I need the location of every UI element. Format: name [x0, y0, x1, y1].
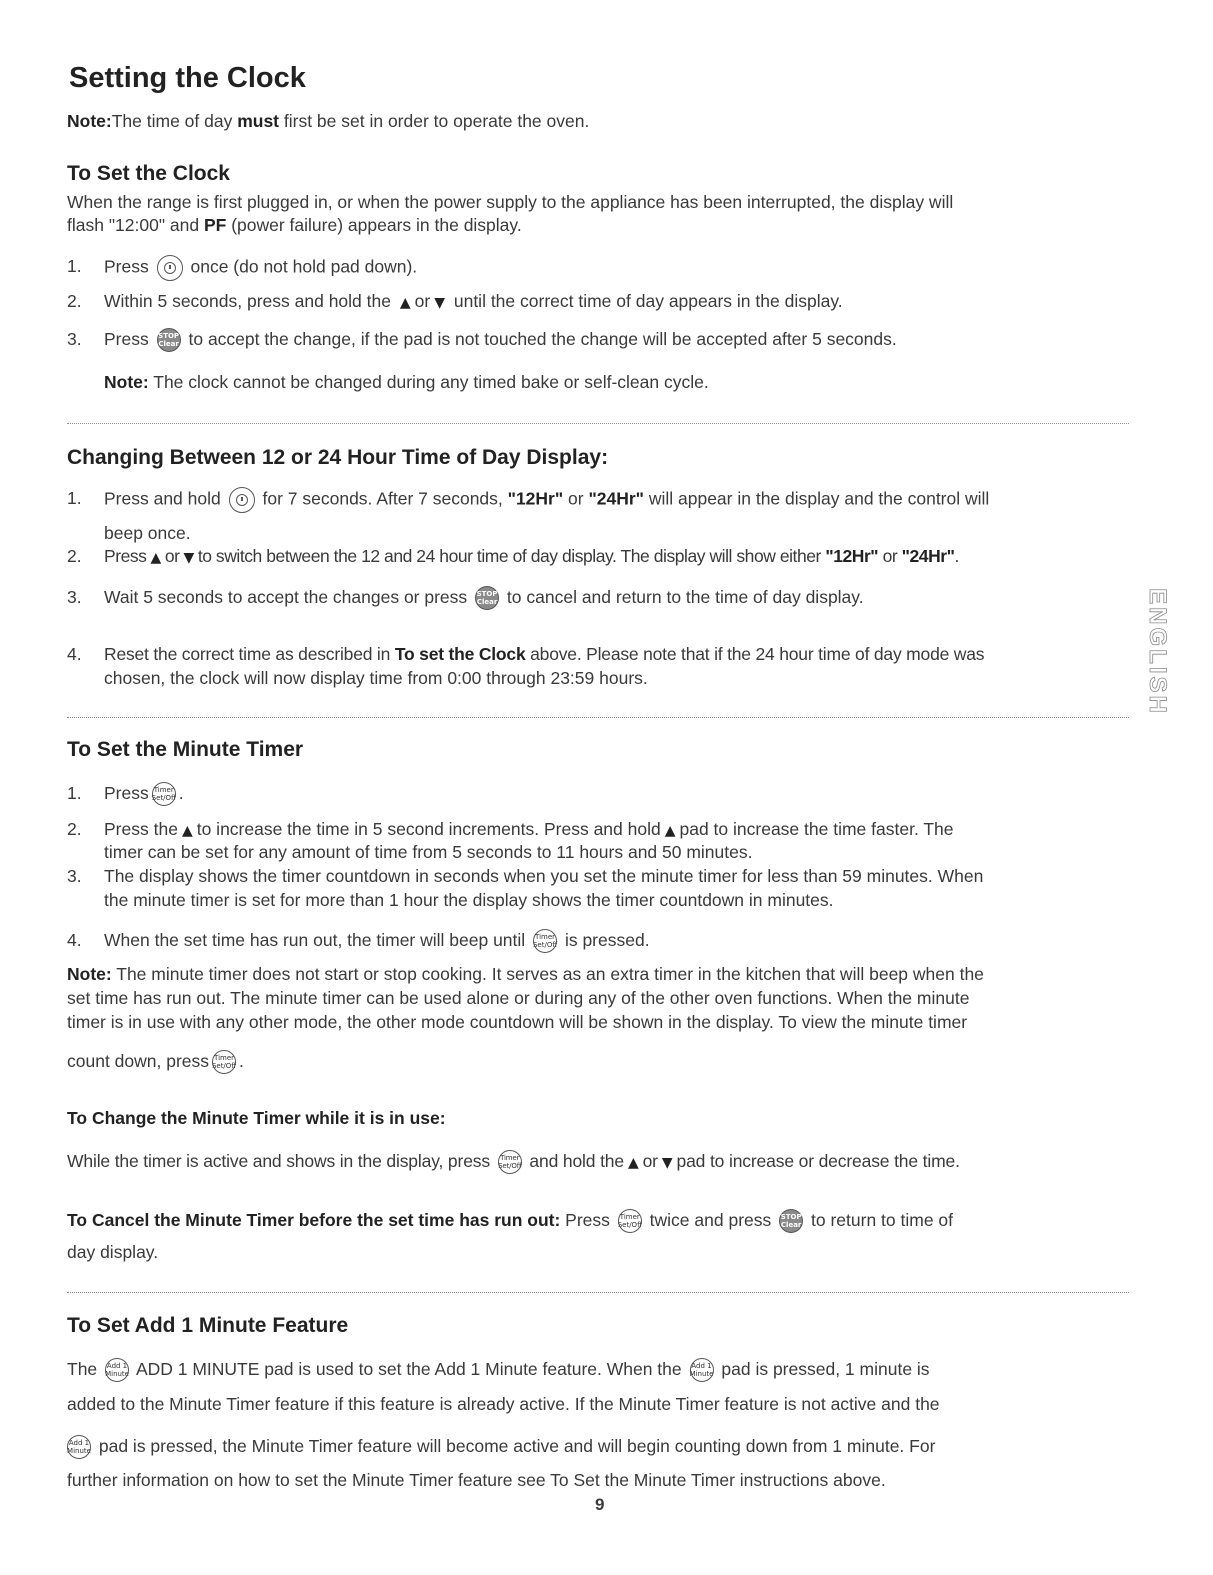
timer-step2-cont: timer can be set for any amount of time from 5 seconds to 11 hours and 50 minutes. — [104, 842, 753, 862]
page-title: Setting the Clock — [69, 62, 306, 94]
timer-setoff-pad-icon: Timer Set/Off — [618, 1209, 642, 1233]
step-number: 2. — [67, 291, 82, 311]
section-divider — [67, 423, 1129, 424]
stop-clear-pad-icon: STOP Clear — [475, 586, 499, 610]
clock-face-icon — [164, 262, 176, 274]
timer-step3: The display shows the timer countdown in seconds when you set the minute timer for less than 59 minutes. When — [104, 866, 984, 886]
arrow-up-icon: ▲ — [664, 823, 676, 839]
change-timer-text: While the timer is active and shows in the display, press Timer Set/Off and hold the ▲ or ▼ pad to increase or decrease the time. — [67, 1150, 960, 1174]
add-one-minute-pad-icon: Add 1 Minute — [105, 1358, 129, 1382]
changing-step4: Reset the correct time as described in To set the Clock above. Please note that if the 24 hour time of day mode was — [104, 644, 985, 664]
arrow-down-icon: ▼ — [183, 550, 194, 566]
timer-setoff-pad-icon: Timer Set/Off — [212, 1050, 236, 1074]
section-divider — [67, 717, 1129, 718]
timer-note-line2: set time has run out. The minute timer can be used alone or during any of the other oven functions. When the minute — [67, 988, 970, 1008]
arrow-up-icon: ▲ — [627, 1155, 639, 1171]
step-number: 3. — [67, 329, 82, 349]
step-number: 2. — [67, 546, 82, 566]
timer-setoff-pad-icon: Timer Set/Off — [152, 782, 176, 806]
timer-step4: When the set time has run out, the timer will beep until Timer Set/Off is pressed. — [104, 929, 650, 953]
clock-pad-icon — [229, 487, 255, 513]
step-number: 1. — [67, 783, 82, 803]
arrow-up-icon: ▲ — [181, 823, 193, 839]
add-one-minute-pad-icon: Add 1 Minute — [67, 1435, 91, 1459]
step-number: 3. — [67, 587, 82, 607]
changing-step3: Wait 5 seconds to accept the changes or press STOP Clear to cancel and return to the time of day display. — [104, 586, 864, 610]
language-side-tab: ENGLISH — [1144, 588, 1171, 716]
arrow-down-icon: ▼ — [661, 1155, 673, 1171]
changing-display-heading: Changing Between 12 or 24 Hour Time of Day Display: — [67, 446, 609, 469]
set-clock-para-line2: flash "12:00" and PF (power failure) appears in the display. — [67, 215, 522, 235]
set-clock-para-line1: When the range is first plugged in, or when the power supply to the appliance has been interrupted, the display will — [67, 192, 954, 212]
step-number: 4. — [67, 644, 82, 664]
arrow-down-icon: ▼ — [434, 295, 445, 311]
add-minute-heading: To Set Add 1 Minute Feature — [67, 1314, 349, 1337]
section-divider — [67, 1292, 1129, 1293]
timer-note-line4: count down, press Timer Set/Off . — [67, 1050, 244, 1074]
timer-step1: Press Timer Set/Off . — [104, 782, 184, 806]
add-minute-line4: further information on how to set the Minute Timer feature see To Set the Minute Timer instructions above. — [67, 1470, 886, 1490]
changing-step1: Press and hold for 7 seconds. After 7 seconds, "12Hr" or "24Hr" will appear in the display and the control will — [104, 487, 989, 513]
timer-note-line3: timer is in use with any other mode, the other mode countdown will be shown in the display. To view the minute timer — [67, 1012, 968, 1032]
clock-pad-icon — [157, 255, 183, 281]
stop-clear-pad-icon: STOP Clear — [779, 1209, 803, 1233]
minute-timer-heading: To Set the Minute Timer — [67, 738, 304, 761]
set-clock-note: Note: The clock cannot be changed during any timed bake or self-clean cycle. — [104, 372, 709, 392]
timer-step3-cont: the minute timer is set for more than 1 hour the display shows the timer countdown in minutes. — [104, 890, 834, 910]
add-minute-line2: added to the Minute Timer feature if this feature is already active. If the Minute Timer feature is not active and the — [67, 1394, 940, 1414]
page-number: 9 — [595, 1495, 605, 1514]
intro-note: Note:The time of day must first be set in order to operate the oven. — [67, 111, 590, 131]
arrow-up-icon: ▲ — [150, 550, 161, 566]
clock-face-icon — [236, 494, 248, 506]
step-number: 1. — [67, 256, 82, 276]
cancel-timer-line2: day display. — [67, 1242, 159, 1262]
step-number: 1. — [67, 488, 82, 508]
step-number: 4. — [67, 930, 82, 950]
changing-step1-cont: beep once. — [104, 523, 191, 543]
timer-setoff-pad-icon: Timer Set/Off — [533, 929, 557, 953]
change-timer-heading: To Change the Minute Timer while it is in use: — [67, 1108, 446, 1128]
arrow-up-icon: ▲ — [399, 295, 411, 311]
add-one-minute-pad-icon: Add 1 Minute — [690, 1358, 714, 1382]
set-clock-step1: Press once (do not hold pad down). — [104, 255, 417, 281]
set-clock-heading: To Set the Clock — [67, 162, 230, 185]
step-number: 3. — [67, 866, 82, 886]
set-clock-step3: Press STOP Clear to accept the change, if the pad is not touched the change will be accepted after 5 seconds. — [104, 328, 897, 352]
cancel-timer-line1: To Cancel the Minute Timer before the set time has run out: Press Timer Set/Off twice and press STOP Clear to return to time of — [67, 1209, 953, 1233]
stop-clear-pad-icon: STOP Clear — [157, 328, 181, 352]
add-minute-line1: The Add 1 Minute ADD 1 MINUTE pad is used to set the Add 1 Minute feature. When the Add 1 Minute pad is pressed, 1 minute is — [67, 1358, 930, 1382]
timer-note-line1: Note: The minute timer does not start or stop cooking. It serves as an extra timer in the kitchen that will beep when the — [67, 964, 984, 984]
changing-step4-cont: chosen, the clock will now display time from 0:00 through 23:59 hours. — [104, 668, 648, 688]
add-minute-line3: Add 1 Minute pad is pressed, the Minute Timer feature will become active and will begin counting down from 1 minute. For — [67, 1435, 935, 1459]
timer-step2: Press the ▲ to increase the time in 5 second increments. Press and hold ▲ pad to increase the time faster. The — [104, 819, 954, 839]
step-number: 2. — [67, 819, 82, 839]
set-clock-step2: Within 5 seconds, press and hold the ▲ or ▼ until the correct time of day appears in the display. — [104, 291, 843, 311]
changing-step2: Press ▲ or ▼ to switch between the 12 and 24 hour time of day display. The display will show either "12Hr" or "24Hr". — [104, 546, 959, 566]
timer-setoff-pad-icon: Timer Set/Off — [498, 1150, 522, 1174]
